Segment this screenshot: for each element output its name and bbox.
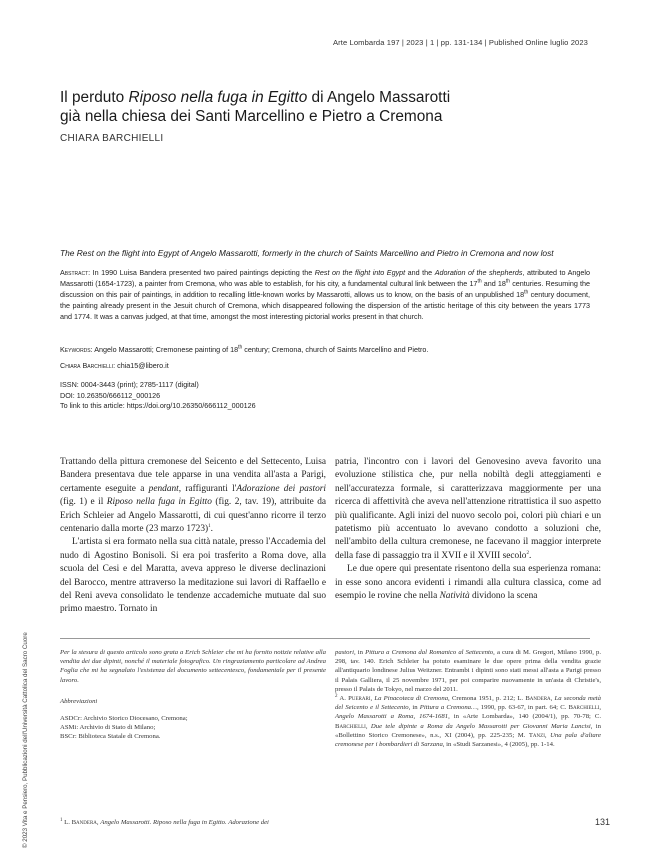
article-title: [60, 88, 600, 126]
body-column-left: [60, 456, 326, 617]
body-text: .: [528, 550, 532, 561]
body-paragraph: [60, 456, 326, 536]
title-part1: Il perduto: [60, 89, 129, 106]
body-text: (fig. 1) e il: [60, 497, 107, 508]
footnote-italic: Angelo Massarotti. Riposo nella fuga in Egitto. Adorazione dei: [100, 819, 269, 826]
body-text: .: [210, 524, 213, 535]
abstract-text: In 1990 Luisa Bandera presented two paired paintings depicting the: [90, 268, 315, 277]
author-name: CHIARA BARCHIELLI: [60, 133, 164, 144]
keywords-sup: th: [238, 344, 243, 351]
keywords-text: century; Cremona, church of Saints Marcellino and Pietro.: [242, 345, 429, 354]
acknowledgement: Per la stesura di questo articolo sono grata a Erich Schleier che mi ha fornito notizie relative alla vendita dei due dipinti, nonché il materiale fotografico. Un ringraziamento particolare ad Andrea Foglia che mi ha segnalato l'esistenza del documento settecentesco, fondamentale per il presente lavoro.: [60, 649, 326, 684]
abbreviation-item: ASMi: Archivio di Stato di Milano;: [60, 724, 156, 732]
footnote-2: [335, 694, 601, 749]
footnote-author: Tanzi: [528, 731, 545, 739]
abstract-label: Abstract:: [60, 268, 91, 277]
footnote-text: ,: [365, 722, 371, 730]
footnote-1-continued: [335, 648, 601, 694]
running-head: Arte Lombarda 197 | 2023 | 1 | pp. 131-134 | Published Online luglio 2023: [333, 38, 588, 47]
body-text: dividono la scena: [469, 591, 538, 602]
abstract-sup: th: [477, 278, 482, 285]
footnote-text: ,: [370, 695, 375, 703]
footnote-text: , in «Bollettino Storico Cremonese», n.s., XI (2004), pp. 225-235; M.: [335, 722, 602, 739]
body-column-right: [335, 456, 601, 603]
footnote-text: , in: [408, 704, 420, 712]
footnote-ref[interactable]: 1: [208, 523, 211, 529]
english-title-b: of Angelo Massarotti, formerly in the church of Saints Marcellino and Pietro in Cremona and now lost: [179, 248, 554, 258]
keywords-label: Keywords:: [60, 345, 93, 354]
footnote-text: ,: [96, 819, 101, 826]
abstract-text: , attributed to Angelo Massarotti (1654-1723), a painter from Cremona, who was able to establish, for his city, a fundamental cultural link between the 17: [60, 268, 590, 288]
abstract-italic: Adoration of the shepherds: [434, 268, 523, 277]
page-number: 131: [594, 817, 610, 827]
abstract-italic: Rest on the flight into Egypt: [314, 268, 406, 277]
footnote-text: , in «Arte Lombarda», 140 (2004/1), pp. 70-78; C.: [448, 713, 601, 721]
identifiers: [60, 380, 256, 412]
abstract-sup: th: [505, 278, 511, 285]
body-italic: pendant: [148, 483, 179, 494]
title-line2: già nella chiesa dei Santi Marcellino e Pietro a Cremona: [60, 108, 443, 125]
footnote-italic: Angelo Massarotti a Roma, 1674-1681: [335, 713, 449, 721]
footnotes-left: [60, 648, 326, 742]
body-text: Trattando della pittura cremonese del Seicento e del Settecento, Luisa Bandera presentava due tele apparse in una vendita all'asta a Parigi, certamente eseguite a: [60, 457, 326, 494]
abbreviations-title: Abbreviazioni: [60, 697, 98, 705]
body-paragraph: [335, 563, 601, 603]
abstract-sup: th: [524, 289, 529, 296]
footnote-text: , a cura di M. Gregori, Milano 1990, p. 298, tav. 140. Erich Schleier ha potuto esaminare le due opere prima della vendita grazie all'antiquario londinese Julius Weitzner. Entrambi i dipinti sono stati messi all'asta a Parigi presso il Palais Galliera, il 25 novembre 1971, per poi comparire nuovamente in un'asta di Christie's, presso il Palais de Tokyo, nel marzo del 2011.: [335, 649, 602, 693]
footnote-text: , 1990, pp. 63-67, in part. 64; C.: [476, 704, 569, 712]
body-paragraph: [335, 456, 601, 563]
abstract-text: and the: [405, 268, 435, 277]
footnote-italic: pastori: [335, 649, 354, 656]
footnote-italic: Pittura a Cremona dal Romanico al Settecento: [365, 649, 494, 656]
footnote-number: 1: [60, 817, 63, 823]
doi: DOI: 10.26350/666112_000126: [60, 390, 161, 400]
keywords-text: Angelo Massarotti; Cremonese painting of 18: [92, 345, 239, 354]
footnote-text: , in: [353, 649, 366, 656]
english-title: [60, 248, 600, 258]
body-text: (fig. 2, tav. 19), attribuite da Erich Schleier ad Angelo Massarotti, di cui quest'anno ricorre il terzo centenario dalla morte (23 marzo 1723): [60, 497, 327, 535]
body-text: , raffiguranti l': [178, 483, 237, 494]
footnote-italic: Due tele dipinte a Roma da Angelo Massarotti per Giovanni Maria Lancisi: [370, 722, 591, 730]
footnote-italic: Una pala d'altare cremonese per i bombardieri di Sarzana: [335, 731, 602, 749]
body-paragraph: L'artista si era formato nella sua città natale, presso l'Accademia del nudo di Agostino Bonisoli. Si era poi trasferito a Roma dove, alla scuola del Cesi e del Maratta, aveva appreso le diverse declinazioni del Barocco, mentre attraverso la meditazione sui lavori di Raffaello e del Reni aveva consolidato le tendenze accademiche mutuate dal suo primo maestro. Tornato in: [60, 537, 326, 615]
footnote-1: [60, 818, 326, 827]
footnote-ref[interactable]: 2: [526, 550, 529, 556]
footnote-author: Barchielli: [335, 722, 366, 730]
footnote-author: Puerari: [348, 695, 371, 703]
abstract-text: and 18: [481, 278, 506, 288]
abbreviation-item: BSCr: Biblioteca Statale di Cremona.: [60, 733, 161, 741]
email-author-name: Chiara Barchielli:: [60, 361, 116, 370]
body-italic: Adorazione dei pastori: [236, 483, 326, 494]
body-italic: Riposo nella fuga in Egitto: [106, 497, 212, 508]
footnote-author: Bandera: [525, 695, 551, 703]
title-italic: Riposo nella fuga in Egitto: [128, 89, 308, 106]
footnote-text: ,: [544, 731, 551, 739]
abbreviation-item: ASDCr: Archivio Storico Diocesano, Cremona;: [60, 715, 188, 723]
body-italic: Natività: [439, 591, 470, 602]
footnote-number: 2: [335, 693, 338, 699]
footnote-italic: La seconda metà del Seicento e il Settecento: [335, 695, 601, 712]
footnote-author: L. Bandera: [64, 819, 97, 826]
footnote-author: Barchielli: [568, 704, 600, 712]
abstract-text: century document, the painting already present in the Jesuit church of Cremona, which disappeared following the dispersion of the artistic heritage of this city between the years 1773 and 1774. It was a canvas judged, at that time, amongst the most interesting pictorial works present in that church.: [60, 289, 590, 321]
author-email: [60, 361, 169, 370]
abstract-text: centuries. Resuming the discussion on this pair of paintings, in addition to recalling little-known works by Massarotti, allows us to know, on the basis of an unpublished 18: [60, 278, 590, 299]
footnote-text: , Cremona 1951, p. 212; L.: [448, 695, 526, 703]
body-text: Le due opere qui presentate risentono della sua esperienza romana: in esse sono ancora evidenti i rimandi alla cultura classica, come ad esempio le rovine che nella: [335, 564, 601, 602]
body-text: patria, l'incontro con i lavori del Genovesino aveva favorito una evoluzione stilistica che, pur nella nobiltà degli atteggiamenti e nell'accuratezza formale, si caratterizzava maggiormente per una ricerca di affettività che aveva nell'attenzione ritrattistica il suo aspetto più qualificante. Agli inizi del nuovo secolo poi, colori più chiari e un patetismo più accentuato lo avevano condotto a soluzioni che, nell'ambito della cultura cremonese, ne facevano il maggior interprete della fase di passaggio tra il XVII e il XVIII secolo: [335, 457, 601, 561]
footnote-text: ,: [599, 704, 602, 712]
footnotes-right: [335, 648, 601, 749]
keywords: [60, 345, 590, 355]
footnote-text: ,: [550, 695, 555, 703]
footnote-text: A.: [337, 695, 349, 703]
footnote-divider: [60, 638, 590, 639]
footnote-italic: Pittura a Cremona…: [419, 704, 477, 712]
copyright-sidebar: © 2023 Vita e Pensiero, Pubblicazioni dell'Università Cattolica del Sacro Cuore: [22, 632, 29, 848]
article-link[interactable]: To link to this article: https://doi.org/10.26350/666112_000126: [60, 401, 256, 410]
footnote-italic: La Pinacoteca di Cremona: [374, 695, 449, 703]
title-part2: di Angelo Massarotti: [307, 89, 451, 106]
footnote-text: , in «Studi Sarzanesi», 4 (2005), pp. 1-14.: [442, 741, 555, 749]
issn: ISSN: 0004-3443 (print); 2785-1117 (digital): [60, 380, 199, 389]
email-link[interactable]: chia15@libero.it: [115, 361, 169, 370]
abstract: [60, 268, 590, 323]
english-title-a: The Rest on the flight into Egypt: [60, 248, 180, 258]
